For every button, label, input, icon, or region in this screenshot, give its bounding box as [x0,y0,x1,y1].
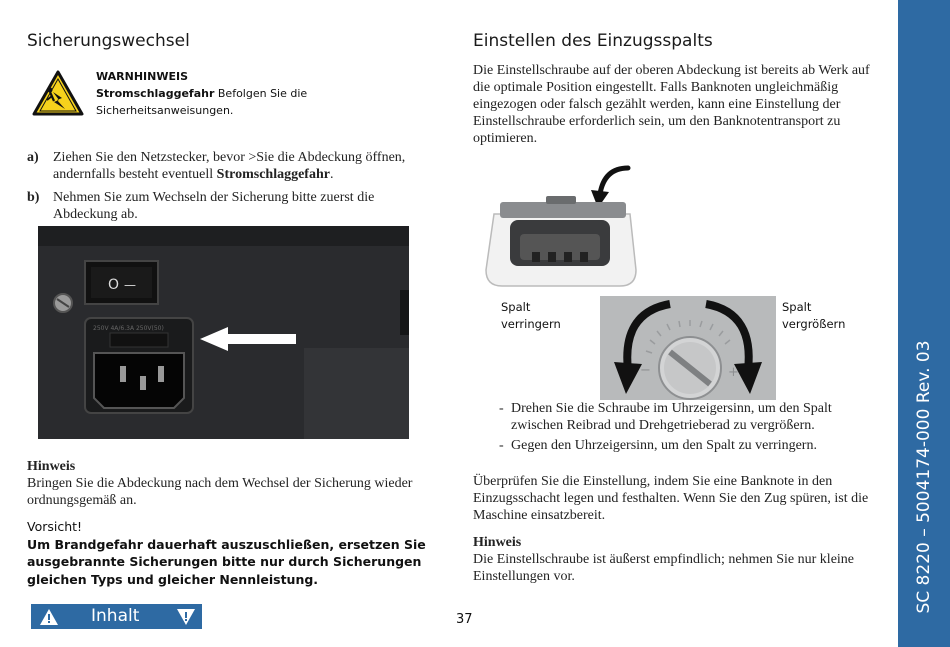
check-paragraph: Überprüfen Sie die Einstellung, indem Sie eine Banknote in den Einzugsschacht legen und festhalten. Wenn Sie den Zug spüren, ist die Maschine einsatzbereit. [473,474,869,523]
section-heading-gap: Einstellen des Einzugsspalts [473,31,713,51]
dial-minus-mark: − [640,363,651,378]
increase-label-line2: vergrößern [782,317,846,331]
document-id: SC 8220 – 5004174-000 Rev. 03 [914,340,934,614]
page-number: 37 [456,612,473,627]
intro-paragraph: Die Einstellschraube auf der oberen Abdeckung ist bereits ab Werk auf die optimale Position eingestellt. Falls Banknoten ungleichmäßig eingezogen oder falsch gezählt werden, kann eine Einstellung der Einstellschraube erforderlich sein, um den Banknotentransport zu optimieren. [473,63,870,146]
bullet-counterclockwise: Gegen den Uhrzeigersinn, um den Spalt zu verringern. [511,438,817,453]
warning-line-2: Sicherheitsanweisungen. [96,104,234,117]
step-text-bold: Stromschlaggefahr [216,167,330,182]
dial-plus-mark: + [728,365,739,380]
warning-box [96,68,307,119]
decrease-gap-label [501,299,561,333]
dash-2: - [499,438,504,453]
device-back-photo [38,226,409,439]
dash-1: - [499,401,504,416]
switch-off-mark: O [108,277,120,293]
step-text: Nehmen Sie zum Wechseln der Sicherung bitte zuerst die Abdeckung ab. [53,190,375,222]
fuse-rating-label: 250V 4A/6.3A 250V(50) [93,325,164,332]
decrease-label-line2: verringern [501,317,561,331]
switch-on-mark: — [124,278,136,292]
note-title: Hinweis [27,459,76,474]
warning-line-1 [96,85,307,102]
page-up-icon[interactable] [39,608,59,626]
warning-bold: Stromschlaggefahr [96,87,215,100]
contents-link[interactable]: Inhalt [91,606,140,626]
decrease-label-line1: Spalt [501,300,531,314]
warning-rest: Befolgen Sie die [214,87,308,100]
step-label: a) [27,150,39,165]
page-down-icon[interactable] [176,608,196,626]
step-text [53,149,437,183]
note-text: Die Einstellschraube ist äußerst empfindlich; nehmen Sie nur kleine Einstellungen vor. [473,552,855,584]
note-right [473,534,885,585]
step-text-part: Ziehen Sie den Netzstecker, bevor >Sie die Abdeckung öffnen, andernfalls besteht eventuell [53,150,406,182]
warning-title: WARNHINWEIS [96,70,188,83]
increase-gap-label [782,299,845,333]
note-title: Hinweis [473,535,522,550]
step-label: b) [27,190,40,205]
note-text: Bringen Sie die Abdeckung nach dem Wechsel der Sicherung wieder ordnungsgemäß an. [27,476,413,508]
counter-device-photo [480,162,640,290]
increase-label-line1: Spalt [782,300,812,314]
electric-shock-warning-icon [32,70,84,116]
bullet-clockwise: Drehen Sie die Schraube im Uhrzeigersinn, um den Spalt zwischen Reibrad und Drehgetrieberad zu vergrößern. [511,401,832,433]
contents-nav-bar[interactable] [31,604,202,629]
section-heading-fuse: Sicherungswechsel [27,31,190,51]
caution-title: Vorsicht! [27,519,83,534]
step-text-end: . [329,167,334,182]
caution-box [27,518,437,588]
adjustment-screw-dial [600,296,776,400]
note-left [27,458,442,509]
caution-text: Um Brandgefahr dauerhaft auszuschließen, ersetzen Sie ausgebrannte Sicherungen bitte nur durch Sicherungen gleichen Typs und gleicher Nennleistung. [27,536,426,587]
